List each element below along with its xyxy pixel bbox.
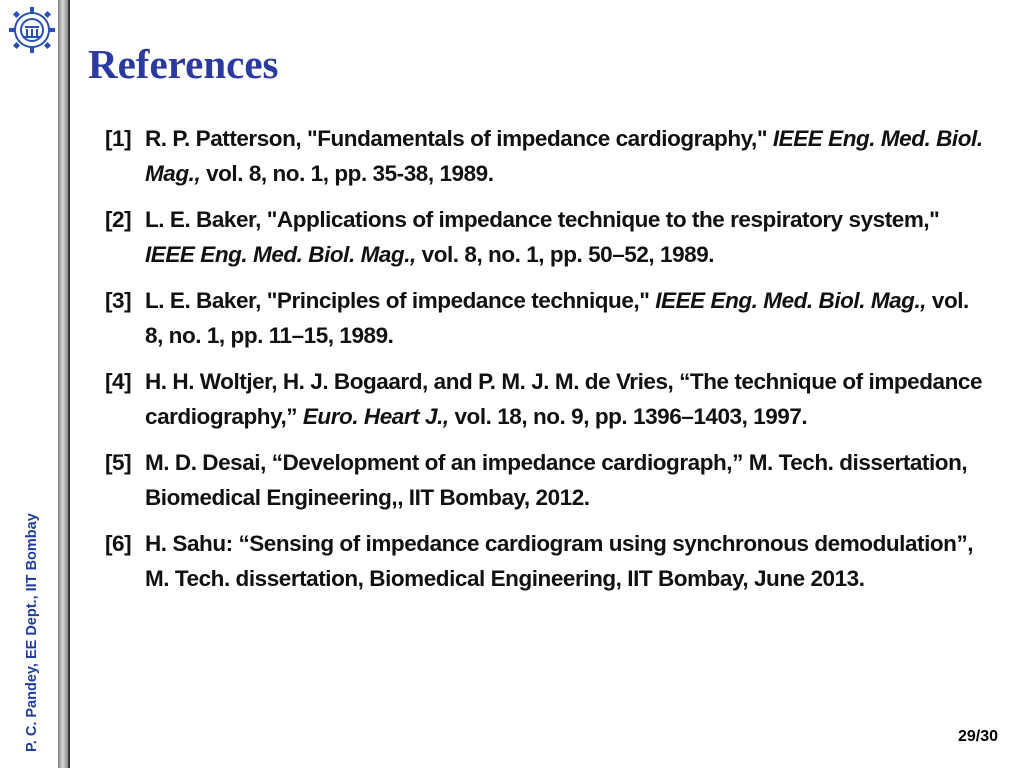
reference-journal: IEEE Eng. Med. Biol. Mag., bbox=[655, 288, 927, 313]
reference-item-1 bbox=[105, 122, 985, 191]
reference-text bbox=[145, 446, 985, 515]
iit-bombay-emblem-icon bbox=[8, 6, 56, 54]
reference-details: vol. 8, no. 1, pp. 11–15, 1989. bbox=[145, 288, 969, 348]
reference-item-6 bbox=[105, 527, 985, 596]
reference-text bbox=[145, 284, 985, 353]
reference-citation: H. Sahu: “Sensing of impedance cardiogram using synchronous demodulation”, M. Tech. dissertation, Biomedical Engineering, IIT Bombay, June 2013. bbox=[145, 531, 974, 591]
reference-citation: L. E. Baker, "Applications of impedance technique to the respiratory system," bbox=[145, 207, 940, 232]
reference-list bbox=[105, 122, 985, 608]
reference-details: vol. 18, no. 9, pp. 1396–1403, 1997. bbox=[448, 403, 808, 429]
vertical-footer-credit: P. C. Pandey, EE Dept., IIT Bombay bbox=[24, 513, 40, 752]
reference-details: vol. 8, no. 1, pp. 35-38, 1989. bbox=[200, 160, 494, 186]
reference-journal: IEEE Eng. Med. Biol. Mag., bbox=[145, 241, 416, 267]
reference-number: [5] bbox=[105, 450, 132, 475]
page-number: 29/30 bbox=[957, 728, 998, 745]
reference-text bbox=[145, 203, 985, 272]
reference-citation: M. D. Desai, “Development of an impedance cardiograph,” M. Tech. dissertation, Biomedical Engineering,, IIT Bombay, 2012. bbox=[145, 450, 968, 510]
reference-number: [3] bbox=[105, 288, 132, 313]
reference-item-4 bbox=[105, 365, 985, 434]
reference-text bbox=[145, 527, 985, 596]
reference-text bbox=[145, 365, 985, 434]
reference-journal: IEEE Eng. Med. Biol. Mag., bbox=[145, 126, 983, 186]
reference-citation: L. E. Baker, "Principles of impedance technique," bbox=[145, 288, 656, 313]
reference-number: [6] bbox=[105, 531, 132, 556]
reference-item-2 bbox=[105, 203, 985, 272]
reference-citation: R. P. Patterson, "Fundamentals of impedance cardiography," bbox=[145, 126, 773, 151]
reference-number: [4] bbox=[105, 369, 132, 394]
reference-text bbox=[145, 122, 985, 191]
reference-number: [2] bbox=[105, 207, 132, 232]
reference-item-3 bbox=[105, 284, 985, 353]
reference-item-5 bbox=[105, 446, 985, 515]
slide-title: References bbox=[88, 41, 279, 87]
sidebar-divider-bar bbox=[58, 0, 68, 768]
reference-journal: Euro. Heart J., bbox=[302, 403, 449, 429]
reference-citation: H. H. Woltjer, H. J. Bogaard, and P. M. J. M. de Vries, “The technique of impedance cardiography,” bbox=[145, 369, 983, 429]
reference-number: [1] bbox=[105, 126, 132, 151]
sidebar-divider-edge bbox=[68, 0, 70, 768]
reference-details: vol. 8, no. 1, pp. 50–52, 1989. bbox=[415, 241, 715, 267]
